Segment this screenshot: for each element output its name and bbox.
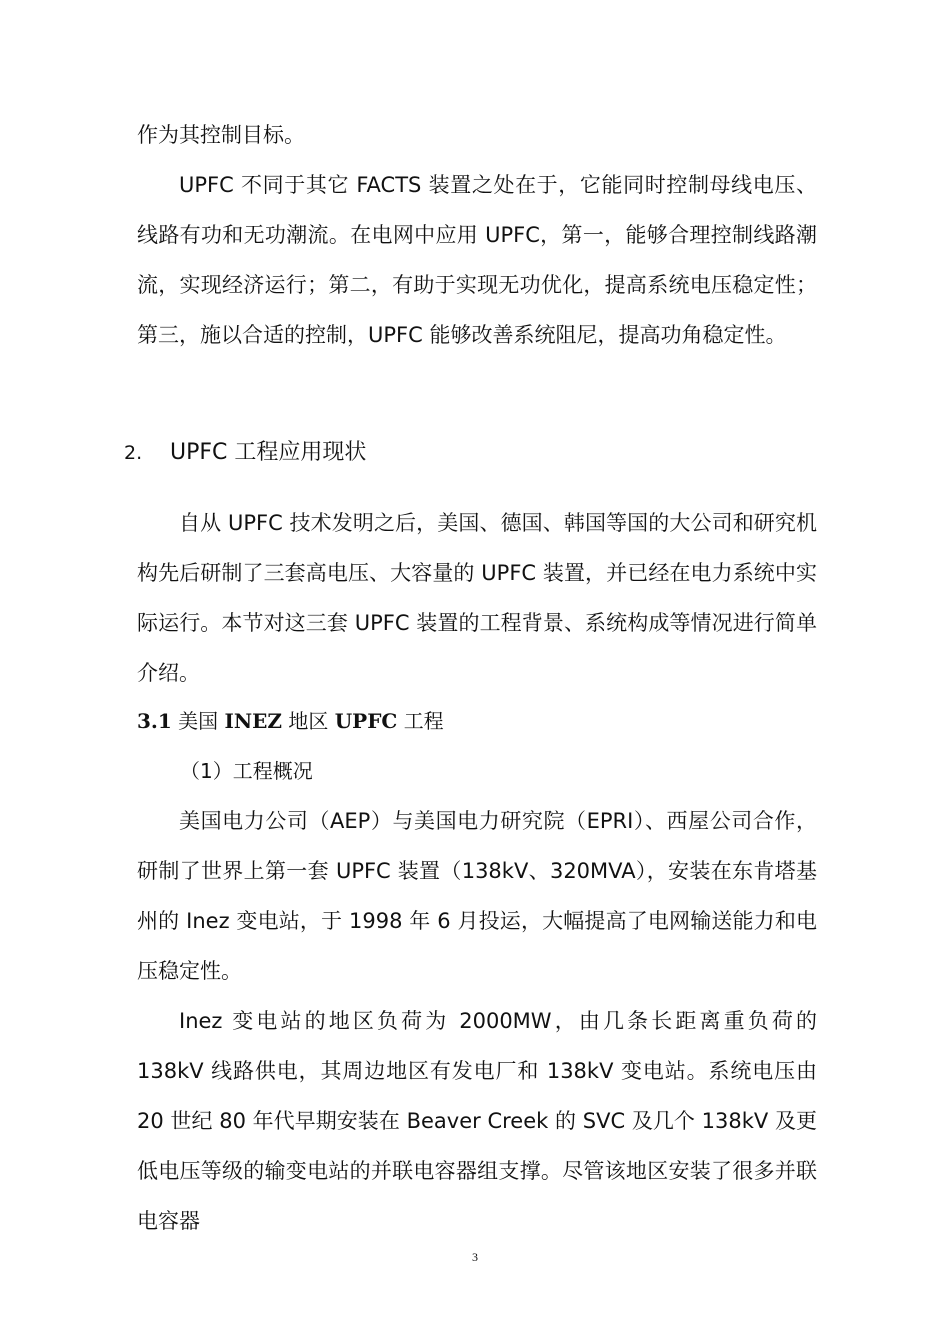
subsection-bold-b: INEZ — [224, 709, 282, 733]
paragraph-aep-project: 美国电力公司（AEP）与美国电力研究院（EPRI）、西屋公司合作，研制了世界上第一套 UPFC 装置（138kV、320MVA），安装在东肯塔基州的 Inez 变电站，于 1998 年 6 月投运，大幅提高了电网输送能力和电压稳定性。 — [137, 809, 817, 983]
paragraph-upfc-history: 自从 UPFC 技术发明之后，美国、德国、韩国等国的大公司和研究机构先后研制了三套高电压、大容量的 UPFC 装置，并已经在电力系统中实际运行。本节对这三套 UPFC 装置的工程背景、系统构成等情况进行简单介绍。 — [137, 511, 817, 685]
section-heading — [124, 428, 366, 478]
section-number: 2. — [124, 442, 143, 464]
paragraph-inez-substation: Inez 变电站的地区负荷为 2000MW，由几条长距离重负荷的 138kV 线路供电，其周边地区有发电厂和 138kV 变电站。系统电压由 20 世纪 80 年代早期安装在 Beaver Creek 的 SVC 及几个 138kV 及更低电压等级的输变电站的并联电容器组支撑。尽管该地区安装了很多并联电容器 — [137, 1009, 817, 1233]
page-number: 3 — [472, 1250, 478, 1264]
subsubsection-heading: （1）工程概况 — [180, 759, 313, 783]
subsection-number: 3.1 — [137, 709, 172, 733]
subsection-bold-d: UPFC — [334, 709, 398, 733]
paragraph-upfc-advantages: UPFC 不同于其它 FACTS 装置之处在于，它能同时控制母线电压、线路有功和无功潮流。在电网中应用 UPFC，第一，能够合理控制线路潮流，实现经济运行；第二，有助于实现无功优化，提高系统电压稳定性；第三，施以合适的控制，UPFC 能够改善系统阻尼，提高功角稳定性。 — [137, 173, 817, 347]
section-title: UPFC 工程应用现状 — [170, 440, 367, 465]
subsection-text-e: 工程 — [403, 709, 444, 733]
paragraph-intro-end: 作为其控制目标。 — [137, 123, 305, 147]
subsection-text-c: 地区 — [288, 709, 329, 733]
subsection-text-a: 美国 — [178, 709, 219, 733]
subsection-heading — [137, 696, 444, 746]
